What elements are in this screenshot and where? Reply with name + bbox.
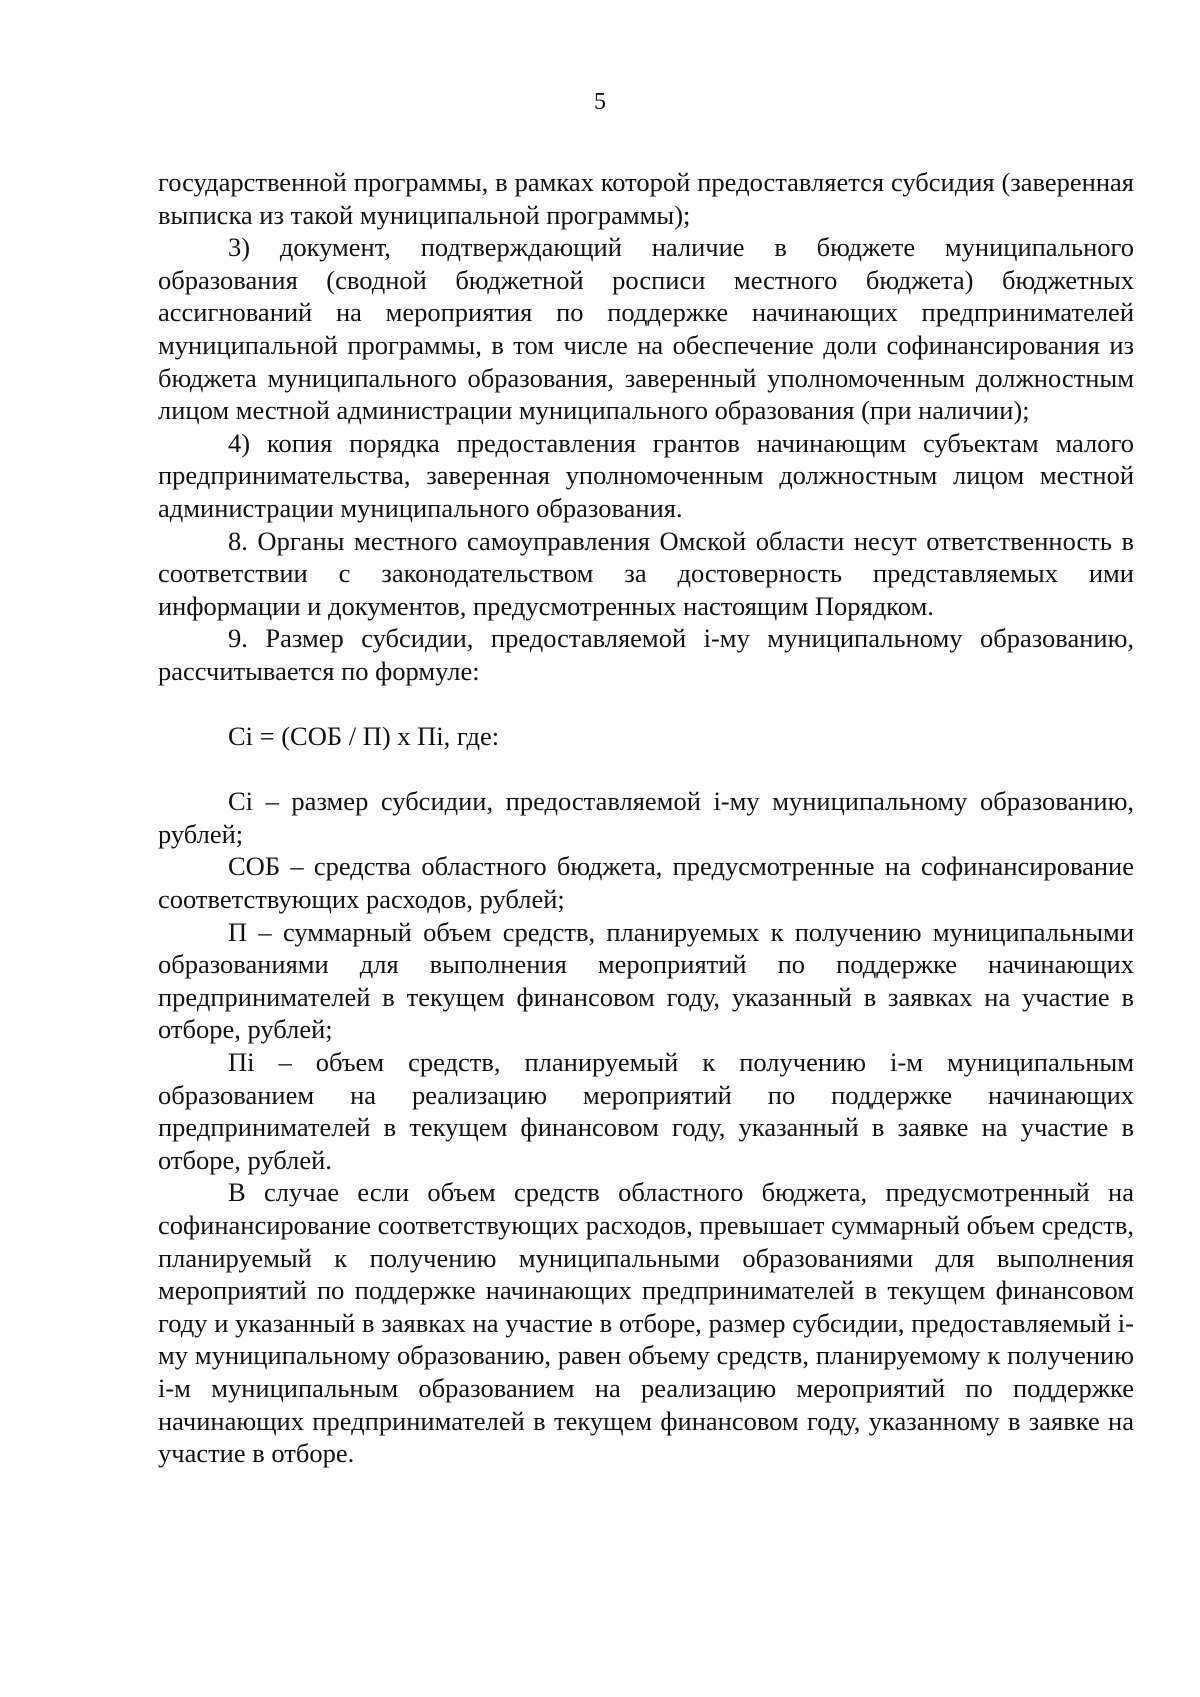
paragraph-excess-case: В случае если объем средств областного бюджета, предусмотренный на софинансирование соответствующих расходов, превышает суммарный объем средств, планируемый к получению муниципальными образованиями для выполнения мероприятий по поддержке начинающих предпринимателей в текущем финансовом году и указанный в заявках на участие в отборе, размер субсидии, предоставляемый i-му муниципальному образованию, равен объему средств, планируемому к получению i-м муниципальным образованием на реализацию мероприятий по поддержке начинающих предпринимателей в текущем финансовом году, указанному в заявке на участие в отборе.	[158, 1177, 1134, 1469]
formula: Ci = (СОБ / П) x Пi, где:	[228, 721, 500, 752]
paragraph-item-3: 3) документ, подтверждающий наличие в бюджете муниципального образования (сводной бюджетной росписи местного бюджета) бюджетных ассигнований на мероприятия по поддержке начинающих предпринимателей муниципальной программы, в том числе на обеспечение доли софинансирования из бюджета муниципального образования, заверенный уполномоченным должностным лицом местной администрации муниципального образования (при наличии);	[158, 232, 1134, 426]
paragraph-item-4: 4) копия порядка предоставления грантов начинающим субъектам малого предпринимательства, заверенная уполномоченным должностным лицом местной администрации муниципального образования.	[158, 427, 1134, 523]
definition-ci: Ci – размер субсидии, предоставляемой i-му муниципальному образованию, рублей;	[158, 786, 1134, 849]
paragraph-clause-9: 9. Размер субсидии, предоставляемой i-му муниципальному образованию, рассчитывается по формуле:	[158, 623, 1134, 686]
definition-sob: СОБ – средства областного бюджета, предусмотренные на софинансирование соответствующих расходов, рублей;	[158, 851, 1134, 915]
definition-pi: Пi – объем средств, планируемый к получению i-м муниципальным образованием на реализацию мероприятий по поддержке начинающих предпринимателей в текущем финансовом году, указанный в заявке на участие в отборе, рублей.	[158, 1047, 1134, 1175]
paragraph-clause-8: 8. Органы местного самоуправления Омской области несут ответственность в соответствии с законодательством за достоверность представляемых ими информации и документов, предусмотренных настоящим Порядком.	[158, 525, 1134, 621]
paragraph-continuation: государственной программы, в рамках которой предоставляется субсидия (заверенная выписка из такой муниципальной программы);	[158, 167, 1134, 230]
definition-p: П – суммарный объем средств, планируемых к получению муниципальными образованиями для выполнения мероприятий по поддержке начинающих предпринимателей в текущем финансовом году, указанный в заявках на участие в отборе, рублей;	[158, 916, 1134, 1045]
document-body	[158, 166, 1134, 1470]
page-number: 5	[594, 89, 606, 115]
